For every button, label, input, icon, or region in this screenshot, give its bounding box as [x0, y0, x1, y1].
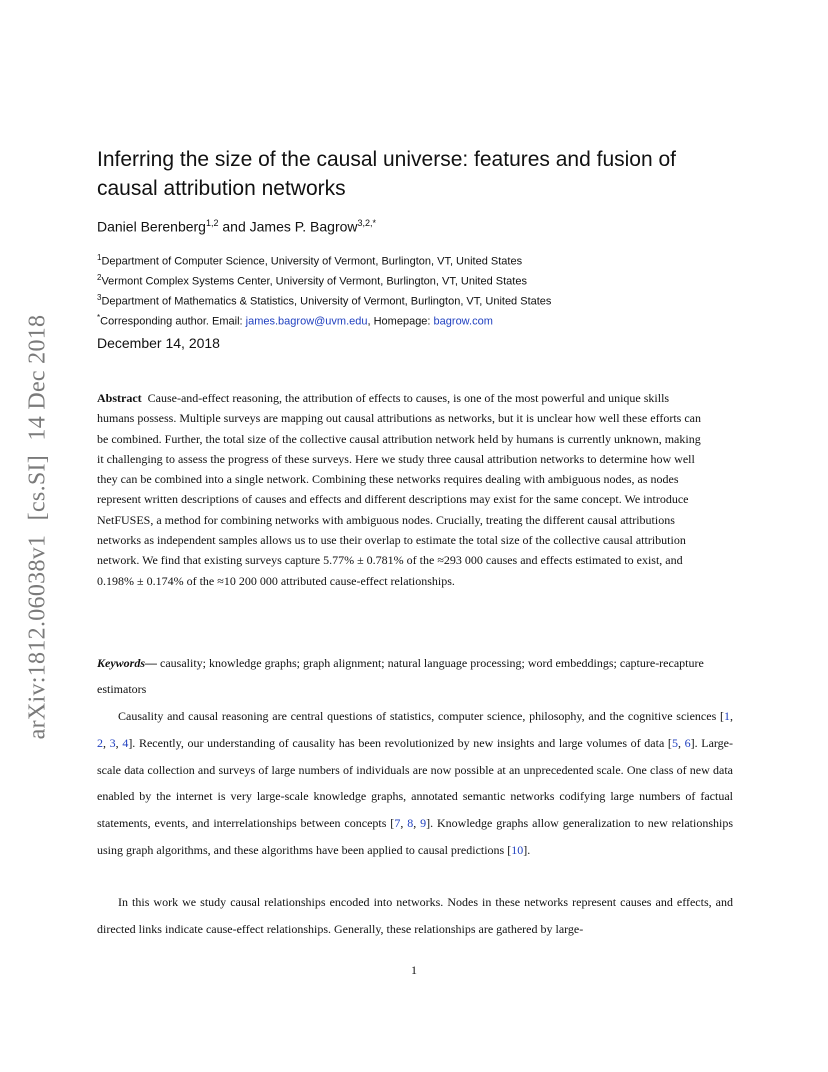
citation-link[interactable]: 8: [407, 816, 414, 831]
paper-title: Inferring the size of the causal universe: features and fusion of causal attribution networks: [97, 148, 677, 200]
corresponding-marker: *: [97, 313, 101, 323]
affiliation: [97, 250, 551, 270]
page-number: 1: [411, 963, 417, 977]
arxiv-identifier-stamp: [25, 311, 52, 744]
body-paragraph-1: Causality and causal reasoning are central questions of statistics, computer science, philosophy, and the cognitive sciences [1, 2, 3, 4]. Recently, our understanding of causality has been revolutionized by new insights and large volumes of data [5, 6]. Large-scale data collection and surveys of large numbers of individuals are now possible at an unprecedented scale. One class of new data enabled by the internet is very large-scale knowledge graphs, annotated semantic networks codifying large numbers of factual statements, events, and interrelationships between concepts [7, 8, 9]. Knowledge graphs allow generalization to new relationships using graph algorithms, and these algorithms have been applied to causal predictions [10].: [97, 709, 734, 857]
abstract: [97, 388, 709, 591]
corresponding-prefix: Corresponding author. Email:: [100, 316, 246, 329]
paragraph-text: ].: [523, 842, 531, 857]
homepage-prefix: , Homepage:: [367, 316, 434, 329]
author-joiner: and: [218, 218, 250, 235]
affiliation-marker: 2: [97, 273, 102, 283]
homepage-link[interactable]: bagrow.com: [433, 316, 493, 329]
author-affiliation-marker: 3,2,*: [357, 218, 377, 228]
affiliation-list: [97, 250, 551, 331]
paper-date: December 14, 2018: [97, 335, 220, 351]
keywords-text: causality; knowledge graphs; graph alignment; natural language processing; word embeddings; capture-recapture estimators: [97, 656, 704, 696]
author-list: [97, 218, 376, 235]
citation-link[interactable]: 9: [420, 816, 427, 831]
affiliation-marker: 1: [97, 253, 102, 262]
keywords: [97, 650, 733, 702]
citation-link[interactable]: 3: [109, 735, 116, 750]
keywords-label: Keywords—: [97, 656, 157, 670]
citation-link[interactable]: 6: [684, 735, 691, 750]
paragraph-text: ]. Large-scale data collection and surveys of large numbers of individuals are now possible at an unprecedented scale. One class of new data enabled by the internet is very large-scale knowledge graphs, annotated semantic networks codifying large numbers of factual statements, events, and interrelationships between concepts [: [97, 735, 734, 831]
affiliation: [97, 290, 551, 310]
author-affiliation-marker: 1,2: [205, 218, 219, 228]
affiliation-text: Department of Mathematics & Statistics, University of Vermont, Burlington, VT, United States: [101, 295, 552, 308]
corresponding-author-note: [97, 310, 551, 330]
affiliation-marker: 3: [97, 293, 102, 303]
affiliation-text: Department of Computer Science, University of Vermont, Burlington, VT, United States: [101, 255, 523, 268]
citation-link[interactable]: 7: [394, 816, 401, 831]
paragraph-text: Causality and causal reasoning are central questions of statistics, computer science, philosophy, and the cognitive sciences [: [118, 709, 724, 723]
citation-link[interactable]: 5: [671, 735, 678, 750]
citation-link[interactable]: 4: [122, 735, 129, 750]
paragraph-text: ]. Knowledge graphs allow generalization to new relationships using graph algorithms, and these algorithms have been applied to causal predictions [: [97, 816, 733, 857]
abstract-label: Abstract: [97, 391, 142, 405]
body-paragraph-2: In this work we study causal relationships encoded into networks. Nodes in these networks represent causes and effects, and directed links indicate cause-effect relationships. Generally, these relationships are gathered by large-: [97, 895, 733, 936]
citation-link[interactable]: 2: [97, 735, 103, 750]
author-name: Daniel Berenberg: [97, 218, 206, 235]
arxiv-category: [cs.SI]: [24, 454, 51, 521]
email-link[interactable]: james.bagrow@uvm.edu: [245, 316, 368, 329]
affiliation: [97, 270, 551, 290]
arxiv-id: arXiv:1812.06038v1: [24, 534, 51, 740]
citation-link[interactable]: 1: [724, 709, 730, 723]
affiliation-text: Vermont Complex Systems Center, University of Vermont, Burlington, VT, United States: [101, 275, 527, 288]
citation-link[interactable]: 10: [511, 842, 524, 857]
arxiv-date: 14 Dec 2018: [24, 314, 51, 441]
abstract-text: Cause-and-effect reasoning, the attribution of effects to causes, is one of the most powerful and unique skills humans possess. Multiple surveys are mapping out causal attributions as networks, but it is unclear how well these efforts can be combined. Further, the total size of the collective causal attribution network held by humans is currently unknown, making it challenging to assess the progress of these surveys. Here we study three causal attribution networks to determine how well they can be combined into a single network. Combining these networks requires dealing with ambiguous nodes, as nodes represent written descriptions of causes and effects and different descriptions may exist for the same concept. We introduce NetFUSES, a method for combining networks with ambiguous nodes. Crucially, treating the different causal attributions networks as independent samples allows us to use their overlap to estimate the total size of the collective causal attribution network. We find that existing surveys capture 5.77% ± 0.781% of the ≈293 000 causes and effects estimated to exist, and 0.198% ± 0.174% of the ≈10 200 000 attributed cause-effect relationships.: [97, 391, 701, 588]
paragraph-text: ]. Recently, our understanding of causality has been revolutionized by new insights and large volumes of data [: [128, 735, 672, 750]
author-name: James P. Bagrow: [249, 218, 358, 235]
